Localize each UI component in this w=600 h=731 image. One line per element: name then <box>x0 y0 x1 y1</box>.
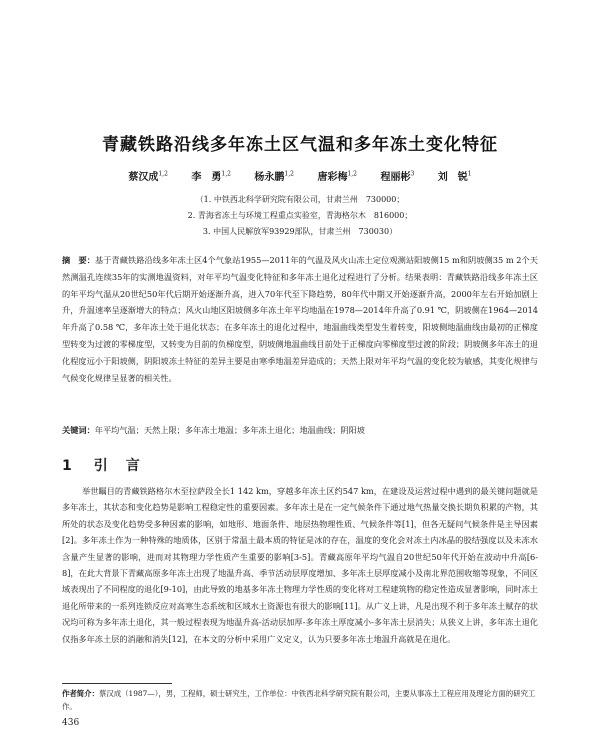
affiliations <box>0 192 600 240</box>
affiliation-line: 2. 青海省冻土与环境工程重点实验室，青海格尔木 816000； <box>187 211 413 220</box>
body-paragraph <box>62 483 538 647</box>
section-heading <box>62 455 158 475</box>
abstract-label: 摘 要： <box>62 255 95 265</box>
author-footnote <box>62 687 538 713</box>
section-title: 引言 <box>93 458 158 474</box>
footnote-text: 蔡汉成（1987—），男，工程师，硕士研究生，工作单位：中铁西北科学研究院有限公司，主要从事冻土工程应用及理论方面的研究工作。 <box>62 689 536 711</box>
keywords-text: 年平均气温；天然上限；多年冻土地温；多年冻土退化；地温曲线；阴阳坡 <box>94 425 365 435</box>
body-text: 举世瞩目的青藏铁路格尔木至拉萨段全长1 142 km，穿越多年冻土区约547 km，在建设及运营过程中遇到的最关键问题就是多年冻土，其状态和变化趋势是影响工程稳定性的重要因素。多年冻土是在一定气候条件下通过地气热量交换长期负积累的产物，其所处的状态及变化趋势受多种因素的影响，如地形、地面条件、地层热物理性质、气候条件等[1]，但各无疑问气候条件是主导因素[2]。多年冻土作为一种特殊的地质体，区别于常温土最本质的特征是冰的存在，温度的变化会对冻土内冰晶的胶结强度以及未冻水含量产生显著的影响，进而对其物理力学性质产生重要的影响[3-5]。青藏高原年平均气温自20世纪50年代开始在波动中升高[6-8]，在此大背景下青藏高原多年冻土出现了地温升高、季节活动层厚度增加、多年冻土层厚度减小及南北界范围收缩等现象，不同区域表现出了不同程度的退化[9-10]，由此导致的地基多年冻土物理力学性质的变化将对工程建筑物的稳定性造成显著影响，同时冻土退化所带来的一系列连锁反应对高寒生态系统和区域水土资源也有很大的影响[11]。从广义上讲，凡是出现不利于多年冻土赋存的状况均可称为多年冻土退化，其一般过程表现为地温升高-活动层加厚-多年冻土厚度减小-多年冻土层消失；从狭义上讲，多年冻土退化仅指多年冻土层的消融和消失[12]，在本文的分析中采用广义定义，认为只要多年冻土地温升高就是在退化。 <box>62 486 538 644</box>
abstract-text: 基于青藏铁路沿线多年冻土区4个气象站1955—2011年的气温及风火山冻土定位观测站阳坡侧15 m和阴坡侧35 m 2个天然测温孔连续35年的实测地温资料，对年平均气温变化特征和多年冻土退化过程进行了分析。结果表明：青藏铁路沿线多年冻土区的年平均气温从20世纪50年代后期开始逐渐升高，进入70年代至下降趋势，80年代中期又开始逐渐升高，2000年左右开始加剧上升，升温速率呈逐渐增大的特点；风火山地区阳坡侧多年冻土年平均地温在1978—2014年升高了0.91 ℃，阴坡侧在1964—2014年升高了0.58 ℃，多年冻土处于退化状态；在多年冻土的退化过程中，地温曲线类型发生着转变，阳坡侧地温曲线由最初的正梯度型转变为过渡的零梯度型，又转变为目前的负梯度型，阴坡侧地温曲线目前处于正梯度向零梯度型过渡的阶段；阴坡侧多年冻土的退化程度远小于阳坡侧，阴阳坡冻土特征的差异主要是由寒季地温差异造成的；天然上限对年平均气温的变化较为敏感，其变化规律与气候变化规律呈显著的相关性。 <box>62 255 538 383</box>
author: 李 勇$^{1,2}$ <box>191 170 231 183</box>
section-number: 1 <box>62 458 72 474</box>
author: 唐彩梅$^{1,2}$ <box>317 170 357 183</box>
author-list <box>0 168 600 183</box>
footnote-label: 作者简介： <box>62 689 99 698</box>
keywords-label: 关键词： <box>62 425 95 435</box>
keywords <box>62 423 538 437</box>
page-number: 436 <box>62 718 80 728</box>
author: 杨永鹏$^{1,2}$ <box>254 170 294 183</box>
abstract <box>62 252 538 386</box>
footnote-divider <box>62 683 172 684</box>
author: 程丽彬$^3$ <box>380 170 415 183</box>
author: 刘 锐$^1$ <box>437 170 472 183</box>
affiliation-line: （1. 中铁西北科学研究院有限公司，甘肃兰州 730000； <box>195 195 405 204</box>
affiliation-line: 3. 中国人民解放军93929部队，甘肃兰州 730030） <box>202 227 398 236</box>
paper-title: 青藏铁路沿线多年冻土区气温和多年冻土变化特征 <box>102 135 498 155</box>
author: 蔡汉成$^{1,2}$ <box>128 170 168 183</box>
